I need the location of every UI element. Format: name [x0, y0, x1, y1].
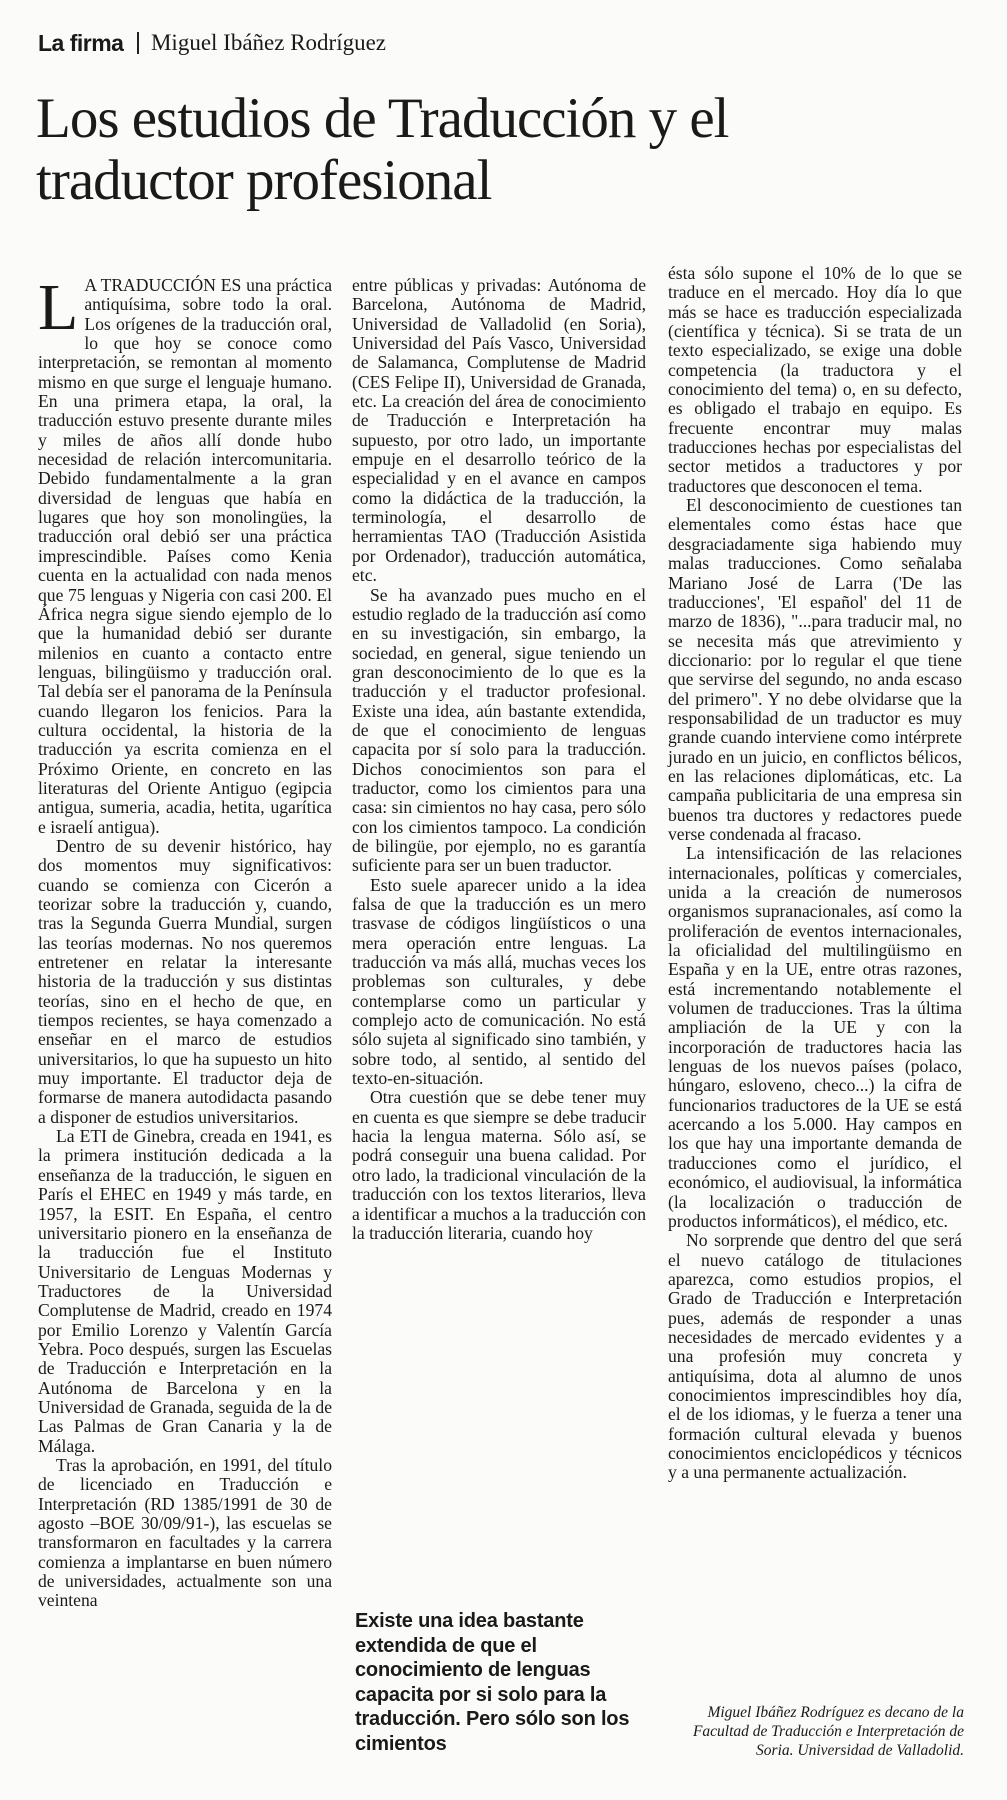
column-1: [38, 271, 332, 1611]
article-title: Los estudios de Traducción y el traductor profesional: [36, 87, 729, 212]
column-2: [352, 276, 646, 1243]
section-header: [38, 26, 386, 60]
paragraph: No sorprende que dentro del que será el nuevo catálogo de titulaciones aparezca, como estudios propios, el Grado de Traducción e Interpretación pues, además de responder a unas necesidades de mercado evidentes y a una profesión muy concreta y antiquísima, dota al alumno de unos conocimientos imprescindibles hoy día, el de los idiomas, y le fuerza a tener una formación cultural elevada y buenos conocimientos enciclopédicos y técnicos y a una permanente actualización.: [668, 1230, 962, 1483]
header-divider: [137, 32, 139, 54]
drop-cap: L: [38, 271, 79, 344]
author-name: Miguel Ibáñez Rodríguez: [150, 30, 387, 55]
paragraph: entre públicas y privadas: Autónoma de Barcelona, Autónoma de Madrid, Universidad de Valladolid (en Soria), Universidad del País Vasco, Universidad de Salamanca, Complutense de Madrid (CES Felipe II), Universidad de Granada, etc. La creación del área de conocimiento de Traducción e Interpretación ha supuesto, por otro lado, un importante empuje en el desarrollo teórico de la especialidad y en el avance en campos como la didáctica de la traducción, la terminología, el desarrollo de herramientas TAO (Traducción Asistida por Ordenador), traducción automática, etc.: [352, 275, 646, 586]
paragraph: La intensificación de las relaciones internacionales, políticas y comerciales, unida a la creación de numerosos organismos supranacionales, así como la proliferación de eventos internacionales, la oficialidad del multilingüismo en España y en la UE, entre otras razones, está incrementando notablemente el volumen de traducciones. Tras la última ampliación de la UE y con la incorporación de traductores hacia las lenguas de los nuevos países (polaco, húngaro, esloveno, checo...) la cifra de funcionarios traductores de la UE se está acercando a los 5.000. Hay campos en los que hay una importante demanda de traducciones como el jurídico, el económico, el audiovisual, la informática (la localización o traducción de productos informáticos), el médico, etc.: [668, 843, 962, 1231]
section-name: La firma: [38, 29, 124, 56]
paragraph: ésta sólo supone el 10% de lo que se traduce en el mercado. Hoy día lo que más se hace es traducción especializada (científica y técnica). Si se trata de un texto especializado, se exige una doble competencia (la traductora y el conocimiento del tema) o, en su defecto, es obligado el trabajo en equipo. Es frecuente encontrar muy malas traducciones hechas por especialistas del sector metidos a traductores y por traductores que desconocen el tema.: [668, 263, 962, 496]
author-bio: Miguel Ibáñez Rodríguez es decano de la Facultad de Traducción e Interpretación de Soria. Universidad de Valladolid.: [692, 1704, 964, 1759]
paragraph: Se ha avanzado pues mucho en el estudio reglado de la traducción así como en su investigación, sin embargo, la sociedad, en general, sigue teniendo un gran desconocimiento de lo que es la traducción y el traductor profesional. Existe una idea, aún bastante extendida, de que el conocimiento de lenguas capacita por sí solo para la traducción. Dichos conocimientos son para el traductor, como los cimientos para una casa: sin cimientos no hay casa, pero sólo con los cimientos tampoco. La condición de bilingüe, por ejemplo, no es garantía suficiente para ser un buen traductor.: [352, 584, 646, 876]
column-3: [668, 264, 962, 1483]
paragraph: Esto suele aparecer unido a la idea falsa de que la traducción es un mero trasvase de códigos lingüísticos o una mera operación entre lenguas. La traducción va más allá, muchas veces los problemas son culturales, y debe contemplarse como un particular y complejo acto de comunicación. No está sólo sujeta al significado sino también, y sobre todo, al sentido, al sentido del texto-en-situación.: [352, 874, 646, 1089]
paragraph: Tras la aprobación, en 1991, del título de licenciado en Traducción e Interpretación (RD 1385/1991 de 30 de agosto –BOE 30/09/91-), las escuelas se transformaron en facultades y la carrera comienza a implantarse en buen número de universidades, actualmente son una veintena: [38, 1454, 332, 1611]
paragraph: El desconocimiento de cuestiones tan elementales como éstas hace que desgraciadamente siga habiendo muy malas traducciones. Como señalaba Mariano José de Larra ('De las traducciones', 'El español' del 11 de marzo de 1836), "...para traducir mal, no se necesita más que atrevimiento y diccionario: por lo regular el que tiene que servirse del segundo, no anda escaso del primero". Y no debe olvidarse que la responsabilidad de un traductor es muy grande cuando interviene como intérprete jurado en un juicio, en conflictos bélicos, en las relaciones diplomáticas, etc. La campaña publicitaria de una empresa sin buenos tra ductores y redactores puede verse condenada al fracaso.: [668, 495, 962, 844]
pull-quote: Existe una idea bastante extendida de que el conocimiento de lenguas capacita por si solo para la traducción. Pero sólo son los cimientos: [355, 1610, 630, 1755]
paragraph: La ETI de Ginebra, creada en 1941, es la primera institución dedicada a la enseñanza de la traducción, le siguen en París el EHEC en 1949 y más tarde, en 1957, la ESIT. En España, el centro universitario pionero en la enseñanza de la traducción fue el Instituto Universitario de Lenguas Modernas y Traductores de la Universidad Complutense de Madrid, creado en 1974 por Emilio Lorenzo y Valentín García Yebra. Poco después, surgen las Escuelas de Traducción e Interpretación en la Autónoma de Barcelona y en la Universidad de Granada, seguida de la de Las Palmas de Gran Canaria y la de Málaga.: [38, 1126, 332, 1456]
paragraph-text: A TRADUCCIÓN ES una práctica antiquísima, sobre todo la oral. Los orígenes de la traducción oral, lo que hoy se conoce como interpretación, se remontan al momento mismo en que surge el lenguaje humano. En una primera etapa, la oral, la traducción estuvo presente durante miles y miles de años allí donde hubo necesidad de relación intercomunitaria. Debido fundamentalmente a la gran diversidad de lenguas que había en lugares que hoy son monolingües, la traducción oral debió ser una práctica imprescindible. Países como Kenia cuenta en la actualidad con nada menos que 75 lenguas y Nigeria con casi 200. El África negra sigue siendo ejemplo de lo que la humanidad debió ser durante milenios en cuanto a contacto entre lenguas, bilingüismo y traducción oral. Tal debía ser el panorama de la Península cuando llegaron los fenicios. Para la cultura occidental, la historia de la traducción ya escrita comienza en el Próximo Oriente, en concreto en las literaturas del Oriente Antiguo (egipcia antigua, sumeria, acadia, hetita, ugarítica e israelí antigua).: [38, 275, 332, 837]
paragraph: [38, 271, 332, 837]
paragraph: Otra cuestión que se debe tener muy en cuenta es que siempre se debe traducir hacia la lengua materna. Sólo así, se podrá conseguir una buena calidad. Por otro lado, la tradicional vinculación de la traducción con los textos literarios, lleva a identificar a muchos a la traducción con la traducción literaria, cuando hoy: [352, 1087, 646, 1243]
paragraph: Dentro de su devenir histórico, hay dos momentos muy significativos: cuando se comienza con Cicerón a teorizar sobre la traducción y, cuando, tras la Segunda Guerra Mundial, surgen las teorías modernas. No nos queremos entretener en relatar la interesante historia de la traducción y sus distintas teorías, sino en el hecho de que, en tiempos recientes, se haya comenzado a enseñar en el marco de estudios universitarios, lo que ha supuesto un hito muy importante. El traductor deja de formarse de manera autodidacta pasando a disponer de estudios universitarios.: [38, 835, 332, 1127]
